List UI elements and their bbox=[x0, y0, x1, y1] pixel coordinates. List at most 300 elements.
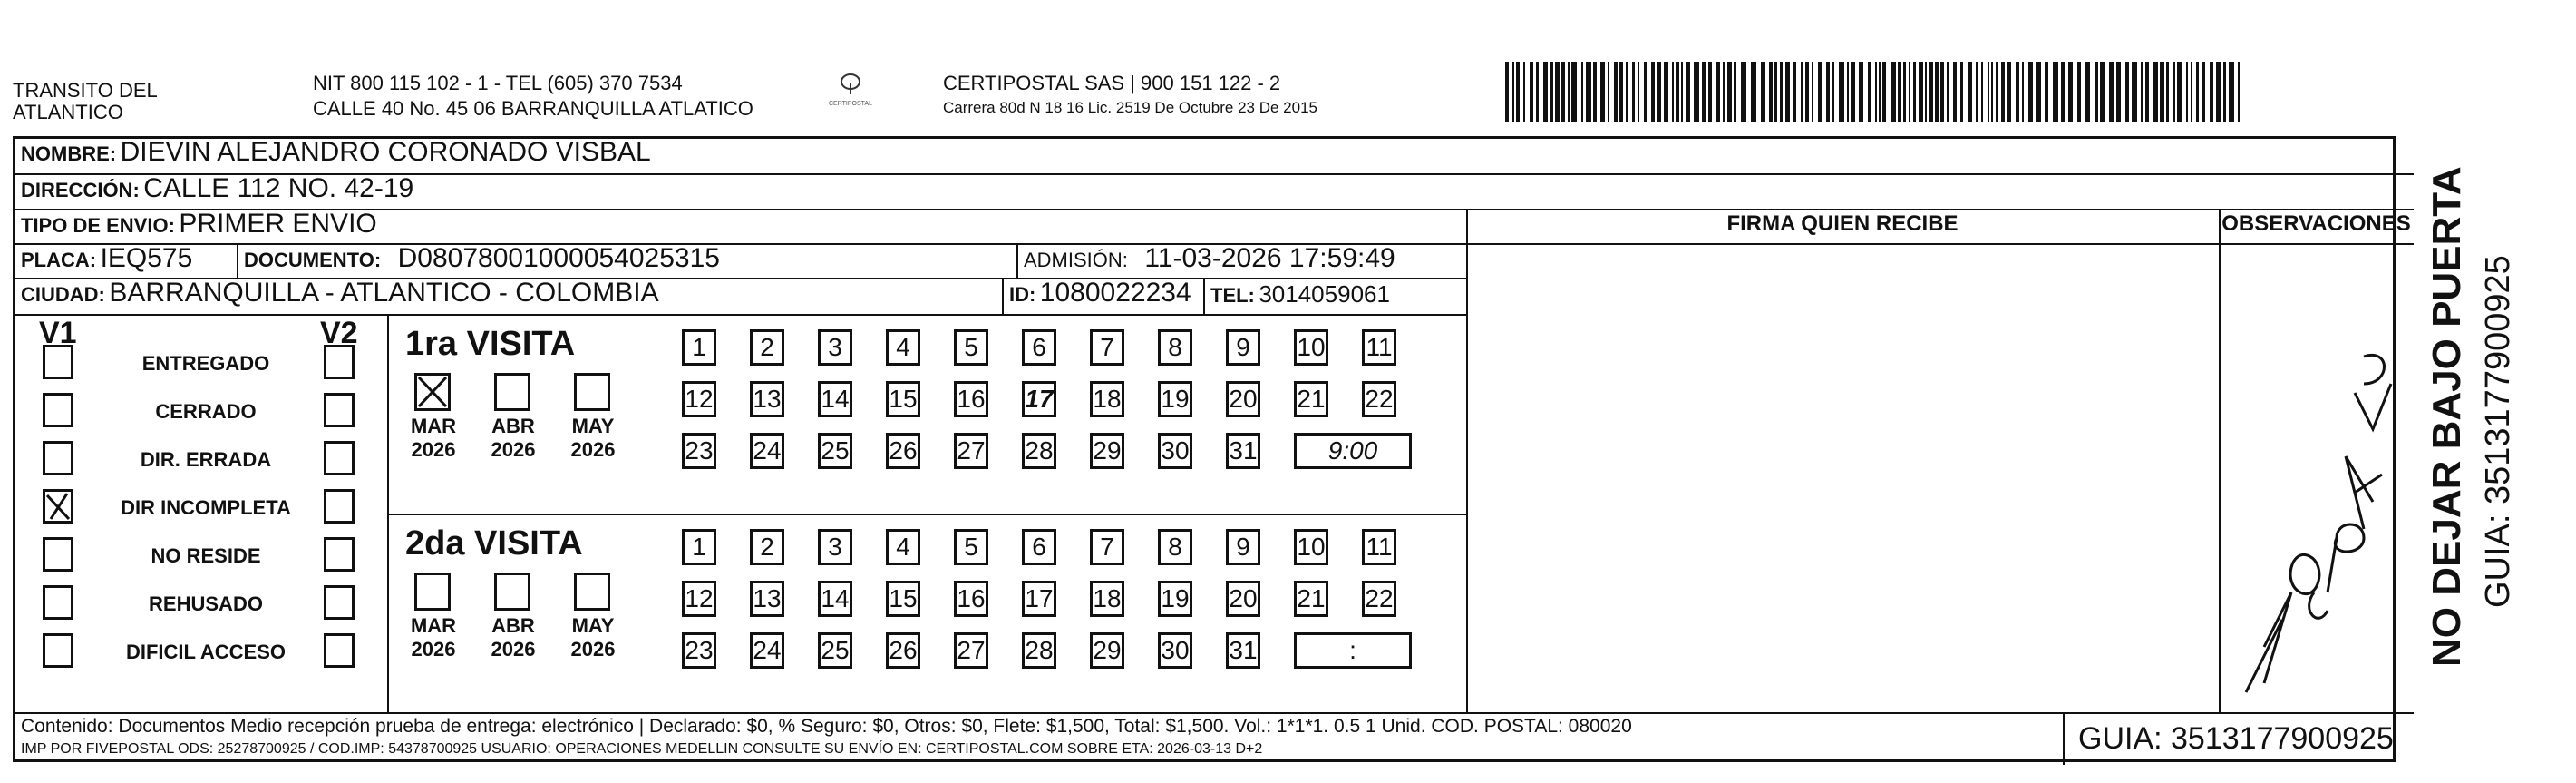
barcode-bar bbox=[1868, 62, 1871, 122]
day-number: 31 bbox=[1229, 436, 1258, 465]
status-v1-checkbox[interactable] bbox=[43, 537, 73, 572]
barcode-bar bbox=[2153, 62, 2158, 122]
barcode-bar bbox=[1530, 62, 1533, 122]
barcode-bar bbox=[2210, 62, 2213, 122]
day-box[interactable] bbox=[682, 581, 716, 617]
day-number: 5 bbox=[964, 533, 978, 561]
admission-date bbox=[1024, 243, 1395, 274]
day-box[interactable] bbox=[1090, 381, 1124, 417]
day-number: 25 bbox=[821, 436, 850, 465]
day-number: 19 bbox=[1161, 385, 1190, 413]
day-box[interactable] bbox=[886, 433, 920, 469]
day-box[interactable] bbox=[750, 329, 784, 366]
side-guia: GUIA: 3513177900925 bbox=[2479, 255, 2517, 608]
barcode-bar bbox=[1960, 62, 1963, 122]
barcode-bar bbox=[2061, 62, 2065, 122]
status-v2-checkbox[interactable] bbox=[324, 393, 355, 427]
day-box[interactable] bbox=[1158, 329, 1192, 366]
day-box[interactable] bbox=[886, 329, 920, 366]
day-box[interactable] bbox=[954, 632, 988, 669]
barcode-bar bbox=[1769, 62, 1773, 122]
barcode-bar bbox=[1968, 62, 1972, 122]
day-box[interactable] bbox=[1022, 581, 1056, 617]
status-label: DIR. ERRADA bbox=[140, 448, 272, 471]
barcode-bar bbox=[1805, 62, 1809, 122]
barcode-bar bbox=[1581, 62, 1583, 122]
status-v2-checkbox[interactable] bbox=[324, 345, 355, 379]
day-number: 28 bbox=[1025, 636, 1054, 664]
barcode-bar bbox=[2095, 62, 2098, 122]
month-year: 2026 bbox=[411, 438, 456, 461]
sender-nit: NIT 800 115 102 - 1 - TEL (605) 370 7534 bbox=[313, 72, 683, 94]
status-v2-checkbox[interactable] bbox=[324, 537, 355, 572]
admision-label: ADMISIÓN: bbox=[1024, 249, 1128, 271]
day-box[interactable] bbox=[1294, 581, 1328, 617]
month-caption bbox=[561, 415, 625, 462]
logo-text: CERTIPOSTAL bbox=[829, 101, 872, 107]
day-box[interactable] bbox=[1022, 632, 1056, 669]
day-box[interactable] bbox=[1362, 329, 1396, 366]
barcode-bar bbox=[1903, 62, 1906, 122]
day-number: 23 bbox=[685, 636, 714, 664]
day-box[interactable] bbox=[1294, 329, 1328, 366]
day-number: 22 bbox=[1365, 385, 1394, 413]
day-box[interactable] bbox=[750, 381, 784, 417]
day-number: 19 bbox=[1161, 584, 1190, 612]
id-label: ID: bbox=[1009, 283, 1036, 306]
barcode-bar bbox=[1734, 62, 1736, 122]
barcode-bar bbox=[1561, 62, 1565, 122]
barcode-bar bbox=[2191, 62, 2192, 122]
day-number: 1 bbox=[692, 333, 706, 361]
day-number: 18 bbox=[1093, 385, 1122, 413]
day-box[interactable] bbox=[1158, 581, 1192, 617]
month-checkbox[interactable] bbox=[494, 373, 530, 411]
admision-value: 11-03-2026 17:59:49 bbox=[1144, 243, 1395, 273]
day-number: 25 bbox=[821, 636, 850, 664]
barcode-bar bbox=[2109, 62, 2114, 122]
barcode-bar bbox=[1839, 62, 1844, 122]
day-box[interactable] bbox=[818, 581, 852, 617]
barcode-bar bbox=[1761, 62, 1765, 122]
barcode-bar bbox=[1600, 62, 1605, 122]
side-warning: NO DEJAR BAJO PUERTA bbox=[2425, 166, 2469, 667]
sender-contact bbox=[313, 73, 753, 120]
company-info bbox=[943, 73, 1317, 118]
status-v1-checkbox[interactable] bbox=[43, 393, 73, 427]
sender-address: CALLE 40 No. 45 06 BARRANQUILLA ATLATICO bbox=[313, 97, 753, 120]
barcode-bar bbox=[2100, 62, 2105, 122]
day-number: 27 bbox=[957, 436, 986, 465]
day-number: 28 bbox=[1025, 436, 1054, 465]
day-box[interactable] bbox=[1226, 581, 1260, 617]
day-number: 30 bbox=[1161, 436, 1190, 465]
status-v1-checkbox[interactable] bbox=[43, 633, 73, 668]
sender-line-2: ATLANTICO bbox=[13, 101, 123, 123]
sender-name bbox=[13, 80, 158, 123]
day-number: 26 bbox=[889, 436, 918, 465]
barcode-bar bbox=[1702, 62, 1706, 122]
month-caption bbox=[481, 415, 545, 462]
day-box[interactable] bbox=[1362, 529, 1396, 565]
barcode-bar bbox=[1555, 62, 1560, 122]
barcode-bar bbox=[1523, 62, 1525, 122]
day-number: 2 bbox=[760, 333, 774, 361]
day-box[interactable] bbox=[954, 433, 988, 469]
barcode-bar bbox=[2077, 62, 2081, 122]
month-label: MAR bbox=[410, 614, 457, 637]
nombre-value: DIEVIN ALEJANDRO CORONADO VISBAL bbox=[120, 137, 651, 167]
day-box[interactable] bbox=[682, 381, 716, 417]
barcode-bar bbox=[1940, 62, 1944, 122]
day-number: 4 bbox=[896, 333, 910, 361]
barcode-bar bbox=[1996, 62, 1998, 122]
status-v1-checkbox[interactable] bbox=[43, 585, 73, 620]
day-number: 17 bbox=[1025, 385, 1054, 413]
status-v1-checkbox[interactable] bbox=[43, 441, 73, 475]
barcode-bar bbox=[2196, 62, 2199, 122]
month-checkbox[interactable] bbox=[414, 573, 451, 611]
placa-value: IEQ575 bbox=[100, 243, 193, 273]
barcode-bar bbox=[2166, 62, 2169, 122]
barcode-bar bbox=[1859, 62, 1863, 122]
first-visit-title: 1ra VISITA bbox=[405, 325, 576, 363]
day-box[interactable] bbox=[1362, 381, 1396, 417]
status-v2-checkbox[interactable] bbox=[324, 441, 355, 475]
day-box[interactable] bbox=[1362, 581, 1396, 617]
barcode-bar bbox=[2125, 62, 2129, 122]
day-box[interactable] bbox=[954, 329, 988, 366]
barcode-bar bbox=[1550, 62, 1553, 122]
barcode-bar bbox=[1619, 62, 1623, 122]
day-box[interactable] bbox=[1090, 529, 1124, 565]
barcode-bar bbox=[1785, 62, 1790, 122]
status-label: ENTREGADO bbox=[141, 352, 270, 375]
day-number: 11 bbox=[1366, 533, 1393, 561]
recipient-address bbox=[21, 173, 413, 204]
day-box[interactable] bbox=[750, 433, 784, 469]
placa-label: PLACA: bbox=[21, 249, 97, 271]
day-number: 31 bbox=[1229, 636, 1258, 664]
barcode-bar bbox=[2177, 62, 2182, 122]
day-number: 24 bbox=[753, 436, 782, 465]
barcode-bar bbox=[1818, 62, 1822, 122]
barcode-bar bbox=[2007, 62, 2011, 122]
barcode-bar bbox=[1826, 62, 1830, 122]
documento-value: D08078001000054025315 bbox=[397, 243, 720, 273]
day-number: 17 bbox=[1025, 584, 1054, 612]
barcode-bar bbox=[1947, 62, 1949, 122]
day-number: 16 bbox=[957, 584, 986, 612]
barcode-bar bbox=[2223, 62, 2226, 122]
day-number: 14 bbox=[821, 584, 850, 612]
barcode-bar bbox=[1929, 62, 1933, 122]
day-box[interactable] bbox=[1090, 433, 1124, 469]
documento-label: DOCUMENTO: bbox=[244, 249, 382, 271]
barcode-bar bbox=[1851, 62, 1855, 122]
day-box[interactable] bbox=[1226, 381, 1260, 417]
month-year: 2026 bbox=[570, 638, 616, 661]
time-box[interactable] bbox=[1294, 632, 1412, 669]
month-checkbox[interactable] bbox=[574, 373, 610, 411]
month-caption bbox=[402, 415, 465, 462]
day-box[interactable] bbox=[818, 529, 852, 565]
day-number: 29 bbox=[1093, 636, 1122, 664]
barcode-bar bbox=[1644, 62, 1647, 122]
shipment-type bbox=[21, 209, 377, 240]
month-label: MAY bbox=[571, 415, 615, 437]
barcode-bar bbox=[1935, 62, 1939, 122]
barcode-bar bbox=[1516, 62, 1520, 122]
month-checkbox[interactable] bbox=[574, 573, 610, 611]
time-box[interactable] bbox=[1294, 433, 1412, 469]
barcode-bar bbox=[1632, 62, 1635, 122]
nombre-label: NOMBRE: bbox=[21, 142, 117, 165]
barcode-bar bbox=[1512, 62, 1514, 122]
barcode-bar bbox=[1741, 62, 1746, 122]
barcode-bar bbox=[2160, 62, 2164, 122]
day-box[interactable] bbox=[1022, 329, 1056, 366]
day-number: 8 bbox=[1168, 333, 1182, 361]
barcode-bar bbox=[1593, 62, 1597, 122]
barcode-bar bbox=[1812, 62, 1813, 122]
day-box[interactable] bbox=[1294, 381, 1328, 417]
day-box[interactable] bbox=[1090, 632, 1124, 669]
tel-label: TEL: bbox=[1210, 284, 1255, 307]
month-year: 2026 bbox=[570, 438, 616, 461]
barcode-bar bbox=[1727, 62, 1732, 122]
month-year: 2026 bbox=[491, 438, 536, 461]
status-v1-checkbox[interactable] bbox=[43, 345, 73, 379]
barcode-bar bbox=[2186, 62, 2188, 122]
barcode-bar bbox=[1571, 62, 1577, 122]
day-box[interactable] bbox=[1158, 433, 1192, 469]
document-number bbox=[244, 243, 720, 274]
day-box[interactable] bbox=[1158, 529, 1192, 565]
day-box[interactable] bbox=[886, 529, 920, 565]
barcode-bar bbox=[1638, 62, 1639, 122]
handwritten-note bbox=[2228, 320, 2400, 701]
firma-header: FIRMA QUIEN RECIBE bbox=[1726, 211, 1959, 236]
month-year: 2026 bbox=[411, 638, 456, 661]
observaciones-header: OBSERVACIONES bbox=[2221, 211, 2411, 236]
day-box[interactable] bbox=[1022, 529, 1056, 565]
barcode-bar bbox=[1543, 62, 1548, 122]
day-box[interactable] bbox=[954, 581, 988, 617]
day-box[interactable] bbox=[954, 381, 988, 417]
day-box[interactable] bbox=[1226, 433, 1260, 469]
day-box[interactable] bbox=[682, 529, 716, 565]
company-license: Carrera 80d N 18 16 Lic. 2519 De Octubre 23 De 2015 bbox=[943, 99, 1317, 116]
ciudad-value: BARRANQUILLA - ATLANTICO - COLOMBIA bbox=[109, 278, 659, 308]
month-year: 2026 bbox=[491, 638, 536, 661]
barcode-bar bbox=[1976, 62, 1978, 122]
day-box[interactable] bbox=[818, 632, 852, 669]
day-number: 10 bbox=[1297, 533, 1326, 561]
plate bbox=[21, 243, 192, 274]
month-checkbox[interactable] bbox=[414, 373, 451, 411]
barcode-bar bbox=[1716, 62, 1720, 122]
city bbox=[21, 278, 659, 308]
status-label: REHUSADO bbox=[149, 592, 263, 615]
barcode-bar bbox=[2116, 62, 2121, 122]
day-box[interactable] bbox=[1158, 381, 1192, 417]
day-box[interactable] bbox=[1226, 632, 1260, 669]
barcode-bar bbox=[1780, 62, 1783, 122]
day-box[interactable] bbox=[886, 632, 920, 669]
day-number: 1 bbox=[692, 533, 706, 561]
day-box[interactable] bbox=[1226, 529, 1260, 565]
day-number: 13 bbox=[753, 385, 782, 413]
barcode-bar bbox=[1991, 62, 1993, 122]
footer-guia: GUIA: 3513177900925 bbox=[2078, 721, 2394, 756]
barcode-bar bbox=[1676, 62, 1679, 122]
footer-content: Contenido: Documentos Medio recepción prueba de entrega: electrónico | Declarado: $0, % Seguro: $0, Otros: $0, Flete: $1,500, Total: $1,500. Vol.: 1*1*1. 0.5 1 Unid. COD. POSTAL: 080020 bbox=[21, 716, 1632, 737]
barcode bbox=[1505, 62, 2244, 122]
day-box[interactable] bbox=[818, 381, 852, 417]
barcode-bar bbox=[1981, 62, 1983, 122]
day-number: 9 bbox=[1236, 333, 1250, 361]
status-v2-checkbox[interactable] bbox=[324, 633, 355, 668]
day-number: 21 bbox=[1297, 385, 1326, 413]
barcode-bar bbox=[1879, 62, 1881, 122]
barcode-bar bbox=[1657, 62, 1661, 122]
day-box[interactable] bbox=[1022, 381, 1056, 417]
day-box[interactable] bbox=[682, 329, 716, 366]
tipo-value: PRIMER ENVIO bbox=[179, 209, 377, 239]
barcode-bar bbox=[1751, 62, 1756, 122]
ciudad-label: CIUDAD: bbox=[21, 283, 105, 306]
day-box[interactable] bbox=[1022, 433, 1056, 469]
status-v2-checkbox[interactable] bbox=[324, 489, 355, 524]
barcode-bar bbox=[2045, 62, 2048, 122]
day-box[interactable] bbox=[954, 529, 988, 565]
barcode-bar bbox=[2238, 62, 2240, 122]
barcode-bar bbox=[2132, 62, 2137, 122]
day-number: 18 bbox=[1093, 584, 1122, 612]
month-caption bbox=[402, 614, 465, 661]
month-label: MAY bbox=[571, 614, 615, 637]
tel-value: 3014059061 bbox=[1259, 280, 1390, 308]
day-number: 6 bbox=[1032, 333, 1046, 361]
footer-imp: IMP POR FIVEPOSTAL ODS: 25278700925 / COD.IMP: 54378700925 USUARIO: OPERACIONES MEDELLIN CONSULTE SU ENVÍO EN: CERTIPOSTAL.COM SOBRE ETA: 2026-03-13 D+2 bbox=[21, 741, 1263, 757]
barcode-bar bbox=[1891, 62, 1896, 122]
certipostal-logo bbox=[823, 73, 878, 107]
second-visit-title: 2da VISITA bbox=[405, 524, 583, 563]
status-v1-checkbox[interactable] bbox=[43, 489, 73, 524]
barcode-bar bbox=[1953, 62, 1957, 122]
day-box[interactable] bbox=[818, 433, 852, 469]
barcode-bar bbox=[2229, 62, 2234, 122]
day-number: 27 bbox=[957, 636, 986, 664]
barcode-bar bbox=[1875, 62, 1877, 122]
day-box[interactable] bbox=[750, 529, 784, 565]
day-box[interactable] bbox=[886, 381, 920, 417]
day-number: 11 bbox=[1366, 333, 1393, 361]
day-number: 26 bbox=[889, 636, 918, 664]
status-label: DIR INCOMPLETA bbox=[121, 496, 291, 519]
day-number: 30 bbox=[1161, 636, 1190, 664]
day-number: 21 bbox=[1297, 584, 1326, 612]
barcode-bar bbox=[1847, 62, 1849, 122]
month-checkbox[interactable] bbox=[494, 573, 530, 611]
day-box[interactable] bbox=[1158, 632, 1192, 669]
day-box[interactable] bbox=[682, 632, 716, 669]
status-label: CERRADO bbox=[155, 400, 257, 423]
barcode-bar bbox=[2028, 62, 2033, 122]
day-number: 13 bbox=[753, 584, 782, 612]
day-number: 24 bbox=[753, 636, 782, 664]
day-number: 3 bbox=[828, 333, 842, 361]
barcode-bar bbox=[2036, 62, 2041, 122]
barcode-bar bbox=[2085, 62, 2090, 122]
day-number: 20 bbox=[1229, 584, 1258, 612]
day-number: 15 bbox=[889, 385, 918, 413]
day-number: 3 bbox=[828, 533, 842, 561]
barcode-bar bbox=[1681, 62, 1683, 122]
day-box[interactable] bbox=[1294, 529, 1328, 565]
delivery-form bbox=[13, 136, 2411, 762]
phone bbox=[1210, 280, 1390, 308]
day-box[interactable] bbox=[750, 632, 784, 669]
barcode-bar bbox=[1672, 62, 1674, 122]
barcode-bar bbox=[2068, 62, 2073, 122]
day-box[interactable] bbox=[682, 433, 716, 469]
barcode-bar bbox=[2022, 62, 2024, 122]
barcode-bar bbox=[2173, 62, 2175, 122]
barcode-bar bbox=[1801, 62, 1803, 122]
day-number: 10 bbox=[1297, 333, 1326, 361]
barcode-bar bbox=[1793, 62, 1796, 122]
day-number: 2 bbox=[760, 533, 774, 561]
month-label: MAR bbox=[410, 415, 457, 437]
month-label: ABR bbox=[491, 614, 535, 637]
barcode-bar bbox=[1651, 62, 1655, 122]
barcode-bar bbox=[1898, 62, 1901, 122]
day-number: 7 bbox=[1100, 533, 1114, 561]
barcode-bar bbox=[1988, 62, 1989, 122]
day-box[interactable] bbox=[1090, 329, 1124, 366]
barcode-bar bbox=[1694, 62, 1699, 122]
day-number: 6 bbox=[1032, 533, 1046, 561]
day-box[interactable] bbox=[818, 329, 852, 366]
barcode-bar bbox=[1686, 62, 1690, 122]
barcode-bar bbox=[1913, 62, 1916, 122]
barcode-bar bbox=[2216, 62, 2221, 122]
tipo-label: TIPO DE ENVIO: bbox=[21, 214, 175, 237]
day-box[interactable] bbox=[886, 581, 920, 617]
day-number: 15 bbox=[889, 584, 918, 612]
v2-label: V2 bbox=[320, 316, 358, 350]
day-number: 12 bbox=[685, 385, 714, 413]
day-box[interactable] bbox=[1090, 581, 1124, 617]
id-value: 1080022234 bbox=[1039, 278, 1191, 308]
barcode-bar bbox=[2001, 62, 2005, 122]
status-v2-checkbox[interactable] bbox=[324, 585, 355, 620]
status-label: DIFICIL ACCESO bbox=[125, 641, 286, 663]
day-number: 7 bbox=[1100, 333, 1114, 361]
day-box[interactable] bbox=[1226, 329, 1260, 366]
barcode-bar bbox=[1832, 62, 1834, 122]
barcode-bar bbox=[1882, 62, 1886, 122]
barcode-bar bbox=[1919, 62, 1923, 122]
day-number: 20 bbox=[1229, 385, 1258, 413]
day-number: 22 bbox=[1365, 584, 1394, 612]
barcode-bar bbox=[1626, 62, 1628, 122]
time-value: : bbox=[1349, 636, 1356, 664]
id-number bbox=[1009, 278, 1191, 308]
day-box[interactable] bbox=[750, 581, 784, 617]
